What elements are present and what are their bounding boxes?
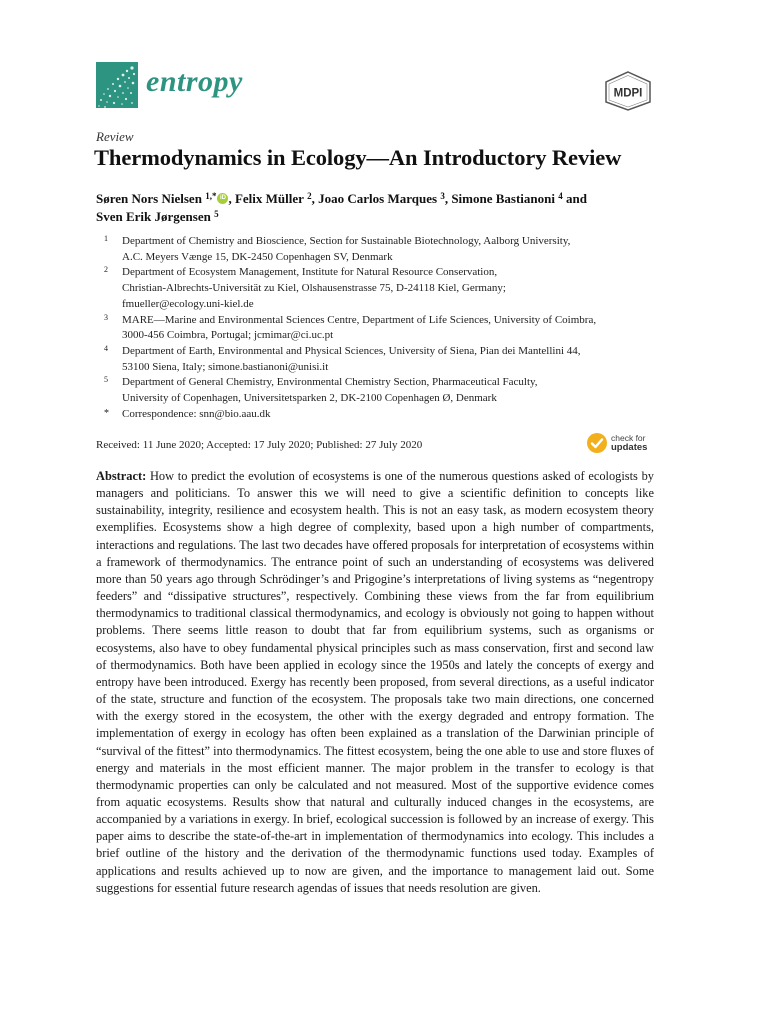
check-updates-line1: check for [611, 433, 646, 443]
orcid-icon[interactable] [217, 193, 228, 204]
publication-dates: Received: 11 June 2020; Accepted: 17 July 2020; Published: 27 July 2020 [96, 439, 423, 451]
affiliation-line: A.C. Meyers Vænge 15, DK-2450 Copenhagen SV, Denmark [122, 250, 393, 263]
affiliation-number: 4 [104, 343, 108, 353]
affiliation-line: University of Copenhagen, Universitetsparken 2, DK-2100 Copenhagen Ø, Denmark [122, 392, 497, 405]
check-updates-icon [586, 432, 608, 454]
author-separator: and [562, 191, 587, 206]
mdpi-logo[interactable] [602, 70, 654, 112]
author-separator: , [311, 191, 319, 206]
author-name[interactable]: Simone Bastianoni [451, 191, 555, 206]
affiliation-item [96, 375, 656, 406]
article-type: Review [96, 129, 134, 144]
author-affil-ref: 5 [214, 209, 219, 219]
affiliation-line: 53100 Siena, Italy; simone.bastianoni@unisi.it [122, 360, 329, 373]
affiliation-line: MARE—Marine and Environmental Sciences Centre, Department of Life Sciences, University of Coimbra, [122, 313, 597, 326]
correspondence-line[interactable]: Correspondence: snn@bio.aau.dk [122, 407, 271, 420]
affiliation-line: Department of Chemistry and Bioscience, Section for Sustainable Biotechnology, Aalborg University, [122, 235, 571, 247]
abstract [96, 468, 654, 897]
author-separator: , [444, 191, 452, 206]
abstract-label: Abstract: [96, 469, 147, 483]
check-updates-line2: updates [611, 442, 648, 453]
affiliation-line: Department of Ecosystem Management, Institute for Natural Resource Conservation, [122, 266, 498, 279]
journal-logo[interactable] [96, 62, 243, 108]
author-name[interactable]: Søren Nors Nielsen [96, 191, 202, 206]
author-affil-ref: 2 [307, 191, 312, 201]
author-affil-ref: 1,* [205, 191, 217, 201]
check-for-updates-badge[interactable] [586, 430, 654, 456]
author-list [96, 190, 656, 226]
affiliation-number: 5 [104, 375, 108, 385]
article-title: Thermodynamics in Ecology—An Introductory Review [94, 145, 622, 170]
journal-name: entropy [146, 65, 243, 98]
affiliation-number: 1 [104, 234, 108, 243]
mdpi-logo-icon [602, 70, 654, 112]
affiliation-item [96, 234, 656, 265]
abstract-text: How to predict the evolution of ecosystems is one of the numerous questions asked of ecologists by managers and politicians. To answer this we will need to give a scientific definition to concepts like sustainability, integrity, resilience and ecosystem health. This is not an easy task, as modern ecosystem theory exemplifies. Ecosystems show a high degree of complexity, based upon a high number of compartments, interactions and regulations. The last two decades have offered proposals for interpretation of ecosystems within a framework of thermodynamics. The entrance point of such an understanding of ecosystems was delivered more than 50 years ago through Schrödinger’s and Prigogine’s interpretations of living systems as “negentropy feeders” and “dissipative structures”, respectively. Combining these views from the far from equilibrium thermodynamics to traditional classical thermodynamics, and ecology is obviously not going to happen without problems. There seems little reason to doubt that far from equilibrium systems, such as organisms or ecosystems, also have to obey fundamental physical principles such as mass conservation, first and second law of thermodynamics. Both have been applied in ecology since the 1950s and lately the concepts of exergy and entropy have been introduced. Exergy has recently been proposed, from several directions, as a useful indicator of the state, structure and function of the ecosystem. The proposals take two main directions, one concerned with the exergy stored in the ecosystem, the other with the exergy degraded and entropy formation. The implementation of exergy in ecology has often been explained as a translation of the Darwinian principle of “survival of the fittest” into thermodynamics. The fittest ecosystem, being the one able to use and store fluxes of energy and materials in the most efficient manner. The major problem in the transfer to ecology is that thermodynamic properties can only be calculated and not measured. Most of the supportive evidence comes from aquatic ecosystems. Results show that natural and culturally induced changes in the ecosystems, are accompanied by a variations in exergy. In brief, ecological succession is followed by an increase of exergy. This paper aims to describe the state-of-the-art in implementation of thermodynamics into ecology. This includes a brief outline of the history and the derivation of the thermodynamic functions used today. Examples of applications and results achieved up to now are given, and the importance to management laid out. Some suggestions for essential future research agendas of issues that needs resolution are given. [96, 469, 654, 895]
affiliation-item [96, 265, 656, 312]
affiliation-number: 2 [104, 265, 108, 275]
affiliation-number: 3 [104, 312, 108, 322]
author-name[interactable]: Joao Carlos Marques [318, 191, 438, 206]
affiliation-item [96, 313, 656, 344]
correspondence-item [96, 407, 656, 423]
author-name[interactable]: Felix Müller [234, 191, 304, 206]
affiliation-line: 3000-456 Coimbra, Portugal; jcmimar@ci.uc.pt [122, 329, 334, 342]
entropy-logo-icon [96, 62, 138, 108]
affiliation-line: Department of Earth, Environmental and Physical Sciences, University of Siena, Pian dei Mantellini 44, [122, 344, 581, 357]
author-separator: , [228, 191, 235, 206]
affiliation-line: Department of General Chemistry, Environmental Chemistry Section, Pharmaceutical Faculty, [122, 376, 538, 389]
affiliation-email[interactable]: fmueller@ecology.uni-kiel.de [122, 297, 254, 310]
journal-header [96, 62, 654, 110]
affiliation-line: Christian-Albrechts-Universität zu Kiel, Olshausenstrasse 75, D-24118 Kiel, Germany; [122, 282, 506, 295]
author-affil-ref: 3 [440, 191, 445, 201]
affiliation-number: * [104, 407, 109, 419]
author-name[interactable]: Sven Erik Jørgensen [96, 209, 211, 224]
affiliation-list [96, 234, 656, 422]
author-affil-ref: 4 [558, 191, 563, 201]
publisher-name: MDPI [613, 87, 643, 100]
affiliation-item [96, 344, 656, 375]
